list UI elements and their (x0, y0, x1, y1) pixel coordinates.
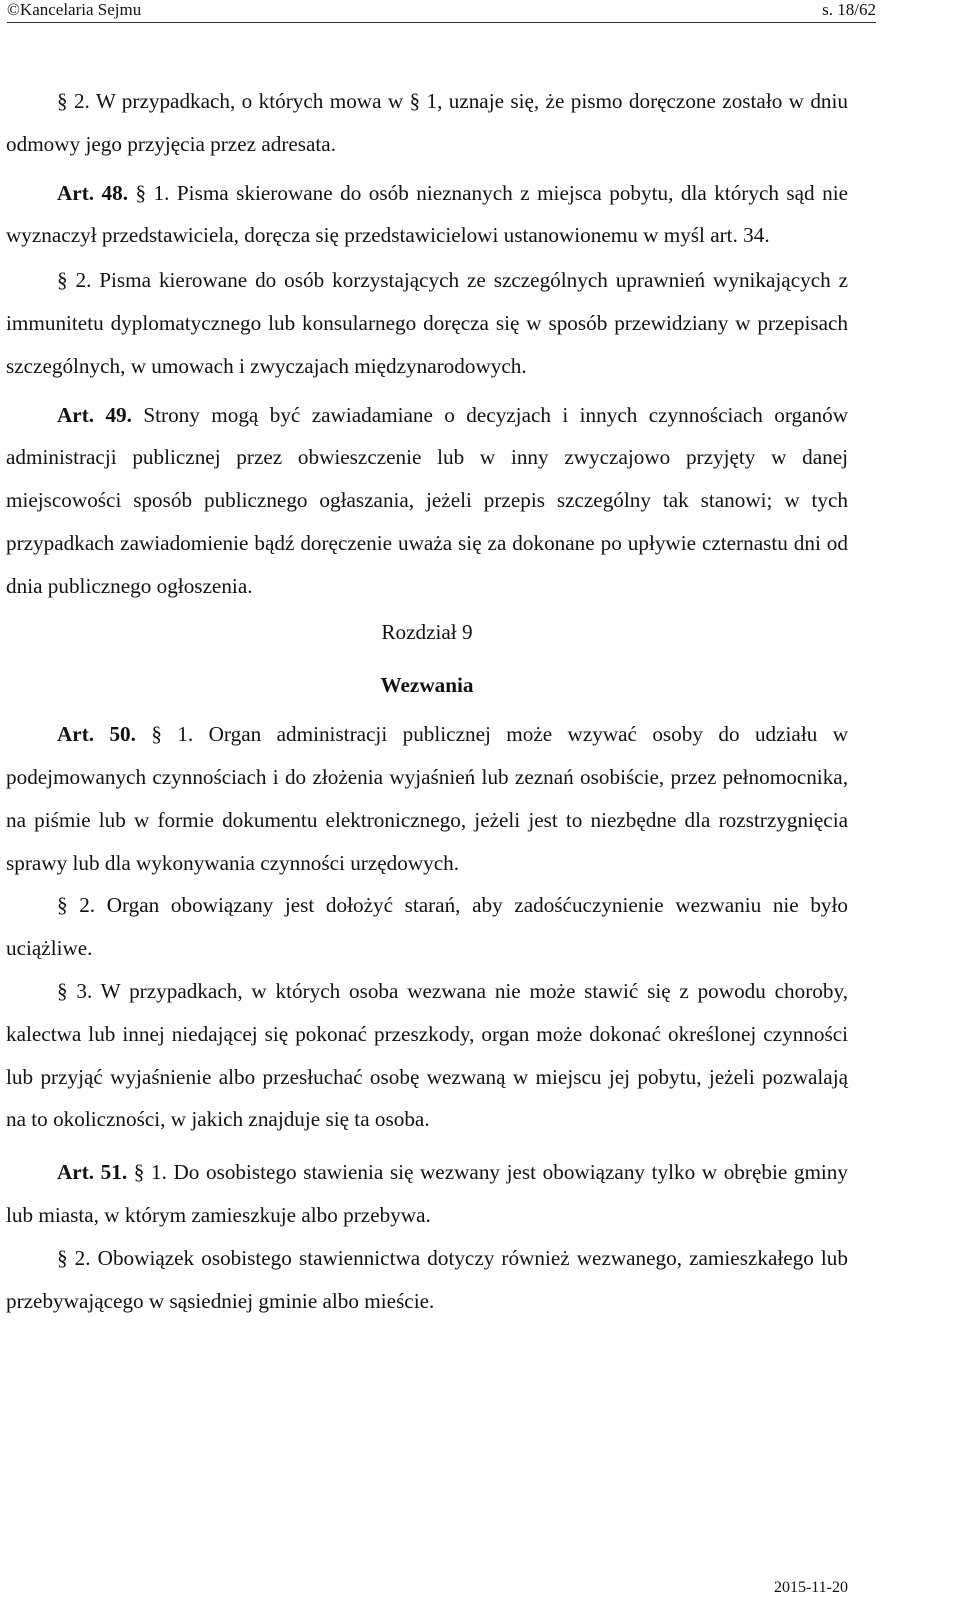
header-source: ©Kancelaria Sejmu (7, 0, 142, 19)
article-title: Art. 49. (57, 402, 132, 427)
header-page-number: s. 18/62 (822, 0, 876, 19)
article-title: Art. 48. (57, 180, 129, 205)
document-body (6, 80, 848, 1322)
paragraph-art48-1: Art. 48. § 1. Pisma skierowane do osób nieznanych z miejsca pobytu, dla których sąd nie wyznaczył przedstawiciela, doręcza się przedstawicielowi ustanowionemu w myśl art. 34. (6, 180, 849, 248)
paragraph-art48-2: § 2. Pisma kierowane do osób korzystających ze szczególnych uprawnień wynikających z immunitetu dyplomatycznego lub konsularnego doręcza się w sposób przewidziany w przepisach szczególnych, w umowach i zwyczajach międzynarodowych. (6, 268, 848, 378)
page-header (7, 0, 876, 22)
paragraph-art47-2: § 2. W przypadkach, o których mowa w § 1, uznaje się, że pismo doręczone zostało w dniu odmowy jego przyjęcia przez adresata. (6, 89, 848, 156)
chapter-title: Wezwania (380, 673, 474, 698)
chapter-number: Rozdział 9 (381, 619, 473, 644)
article-title: Art. 50. (57, 722, 136, 747)
header-rule (7, 22, 876, 23)
paragraph-art51-2: § 2. Obowiązek osobistego stawiennictwa dotyczy również wezwanego, zamieszkałego lub przebywającego w sąsiedniej gminie albo mieście. (6, 1245, 848, 1313)
article-title: Art. 51. (57, 1160, 128, 1185)
paragraph-art49: Art. 49. Strony mogą być zawiadamiane o decyzjach i innych czynnościach organów administracji publicznej przez obwieszczenie lub w inny zwyczajowo przyjęty w danej miejscowości sposób publicznego ogłaszania, jeżeli przepis szczególny tak stanowi; w tych przypadkach zawiadomienie bądź doręczenie uważa się za dokonane po upływie czternastu dni od dnia publicznego ogłoszenia. (6, 402, 849, 598)
paragraph-art50-1: Art. 50. § 1. Organ administracji publicznej może wzywać osoby do udziału w podejmowanych czynnościach i do złożenia wyjaśnień lub zeznań osobiście, przez pełnomocnika, na piśmie lub w formie dokumentu elektronicznego, jeżeli jest to niezbędne dla rozstrzygnięcia sprawy lub dla wykonywania czynności urzędowych. (6, 722, 849, 875)
paragraph-art50-3: § 3. W przypadkach, w których osoba wezwana nie może stawić się z powodu choroby, kalectwa lub innej niedającej się pokonać przeszkody, organ może dokonać określonej czynności lub przyjąć wyjaśnienie albo przesłuchać osobę wezwaną w miejscu jej pobytu, jeżeli pozwalają na to okoliczności, w jakich znajduje się ta osoba. (6, 978, 848, 1132)
paragraph-art51-1: Art. 51. § 1. Do osobistego stawienia się wezwany jest obowiązany tylko w obrębie gminy lub miasta, w którym zamieszkuje albo przebywa. (6, 1160, 848, 1227)
footer-date: 2015-11-20 (773, 1579, 848, 1596)
paragraph-art50-2: § 2. Organ obowiązany jest dołożyć starań, aby zadośćuczynienie wezwaniu nie było uciążliwe. (6, 893, 848, 961)
